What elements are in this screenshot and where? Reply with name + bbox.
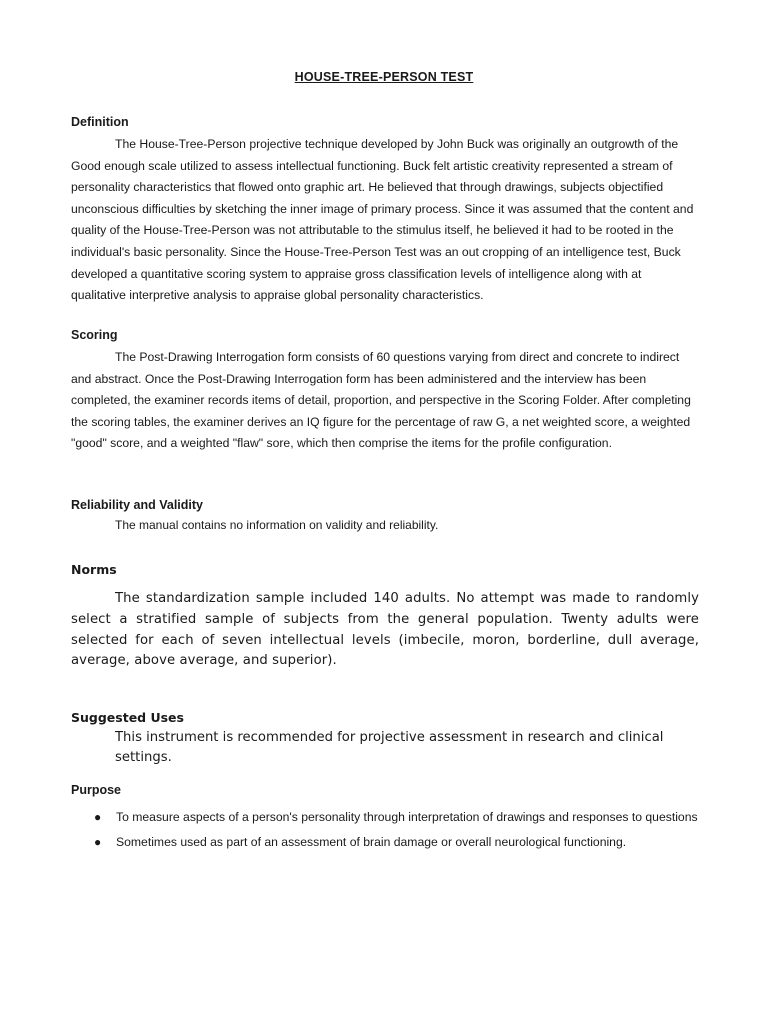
bullet-icon: ● — [94, 810, 102, 824]
section-norms — [71, 562, 699, 672]
purpose-list-item — [71, 831, 699, 853]
definition-heading: Definition — [71, 115, 129, 129]
bullet-icon: ● — [94, 835, 102, 849]
definition-paragraph: The House-Tree-Person projective technique developed by John Buck was originally an outgrowth of the Good enough scale utilized to assess intellectual functioning. Buck felt artistic creativity represented a stream of personality characteristics that flowed onto graphic art. He believed that through drawings, subjects objectified unconscious difficulties by sketching the inner image of primary process. Since it was assumed that the content and quality of the House-Tree-Person was not attributable to the stimulus itself, he believed it had to be rooted in the individual's basic personality. Since the House-Tree-Person Test was an out cropping of an intelligence test, Buck developed a quantitative scoring system to appraise gross classification levels of intelligence along with at qualitative interpretive analysis to appraise global personality characteristics. — [71, 137, 694, 303]
purpose-list — [71, 806, 699, 853]
section-reliability — [71, 497, 699, 535]
purpose-heading: Purpose — [71, 783, 122, 797]
reliability-heading: Reliability and Validity — [71, 498, 203, 512]
suggested-uses-heading: Suggested Uses — [71, 710, 184, 725]
scoring-heading: Scoring — [71, 328, 118, 342]
purpose-list-item — [71, 806, 699, 828]
section-purpose — [71, 782, 699, 856]
document-title: HOUSE-TREE-PERSON TEST — [294, 70, 474, 84]
norms-heading: Norms — [71, 562, 117, 577]
suggested-uses-paragraph: This instrument is recommended for projective assessment in research and clinical settings. — [115, 730, 664, 765]
scoring-paragraph: The Post-Drawing Interrogation form consists of 60 questions varying from direct and concrete to indirect and abstract. Once the Post-Drawing Interrogation form has been administered and the interview has been completed, the examiner records items of detail, proportion, and perspective in the Scoring Folder. After completing the scoring tables, the examiner derives an IQ figure for the percentage of raw G, a net weighted score, a weighted "good" score, and a weighted "flaw" sore, which then comprise the items for the profile configuration. — [71, 350, 691, 451]
reliability-paragraph: The manual contains no information on validity and reliability. — [115, 518, 439, 532]
purpose-item-text: To measure aspects of a person's personality through interpretation of drawings and responses to questions — [116, 810, 698, 824]
section-suggested-uses — [71, 710, 699, 768]
section-definition — [71, 114, 699, 307]
norms-paragraph: The standardization sample included 140 adults. No attempt was made to randomly select a stratified sample of subjects from the general population. Twenty adults were selected for each of seven intellectual levels (imbecile, moron, borderline, dull average, average, above average, and superior). — [71, 591, 699, 669]
purpose-item-text: Sometimes used as part of an assessment of brain damage or overall neurological functioning. — [116, 835, 627, 849]
section-scoring — [71, 327, 699, 455]
